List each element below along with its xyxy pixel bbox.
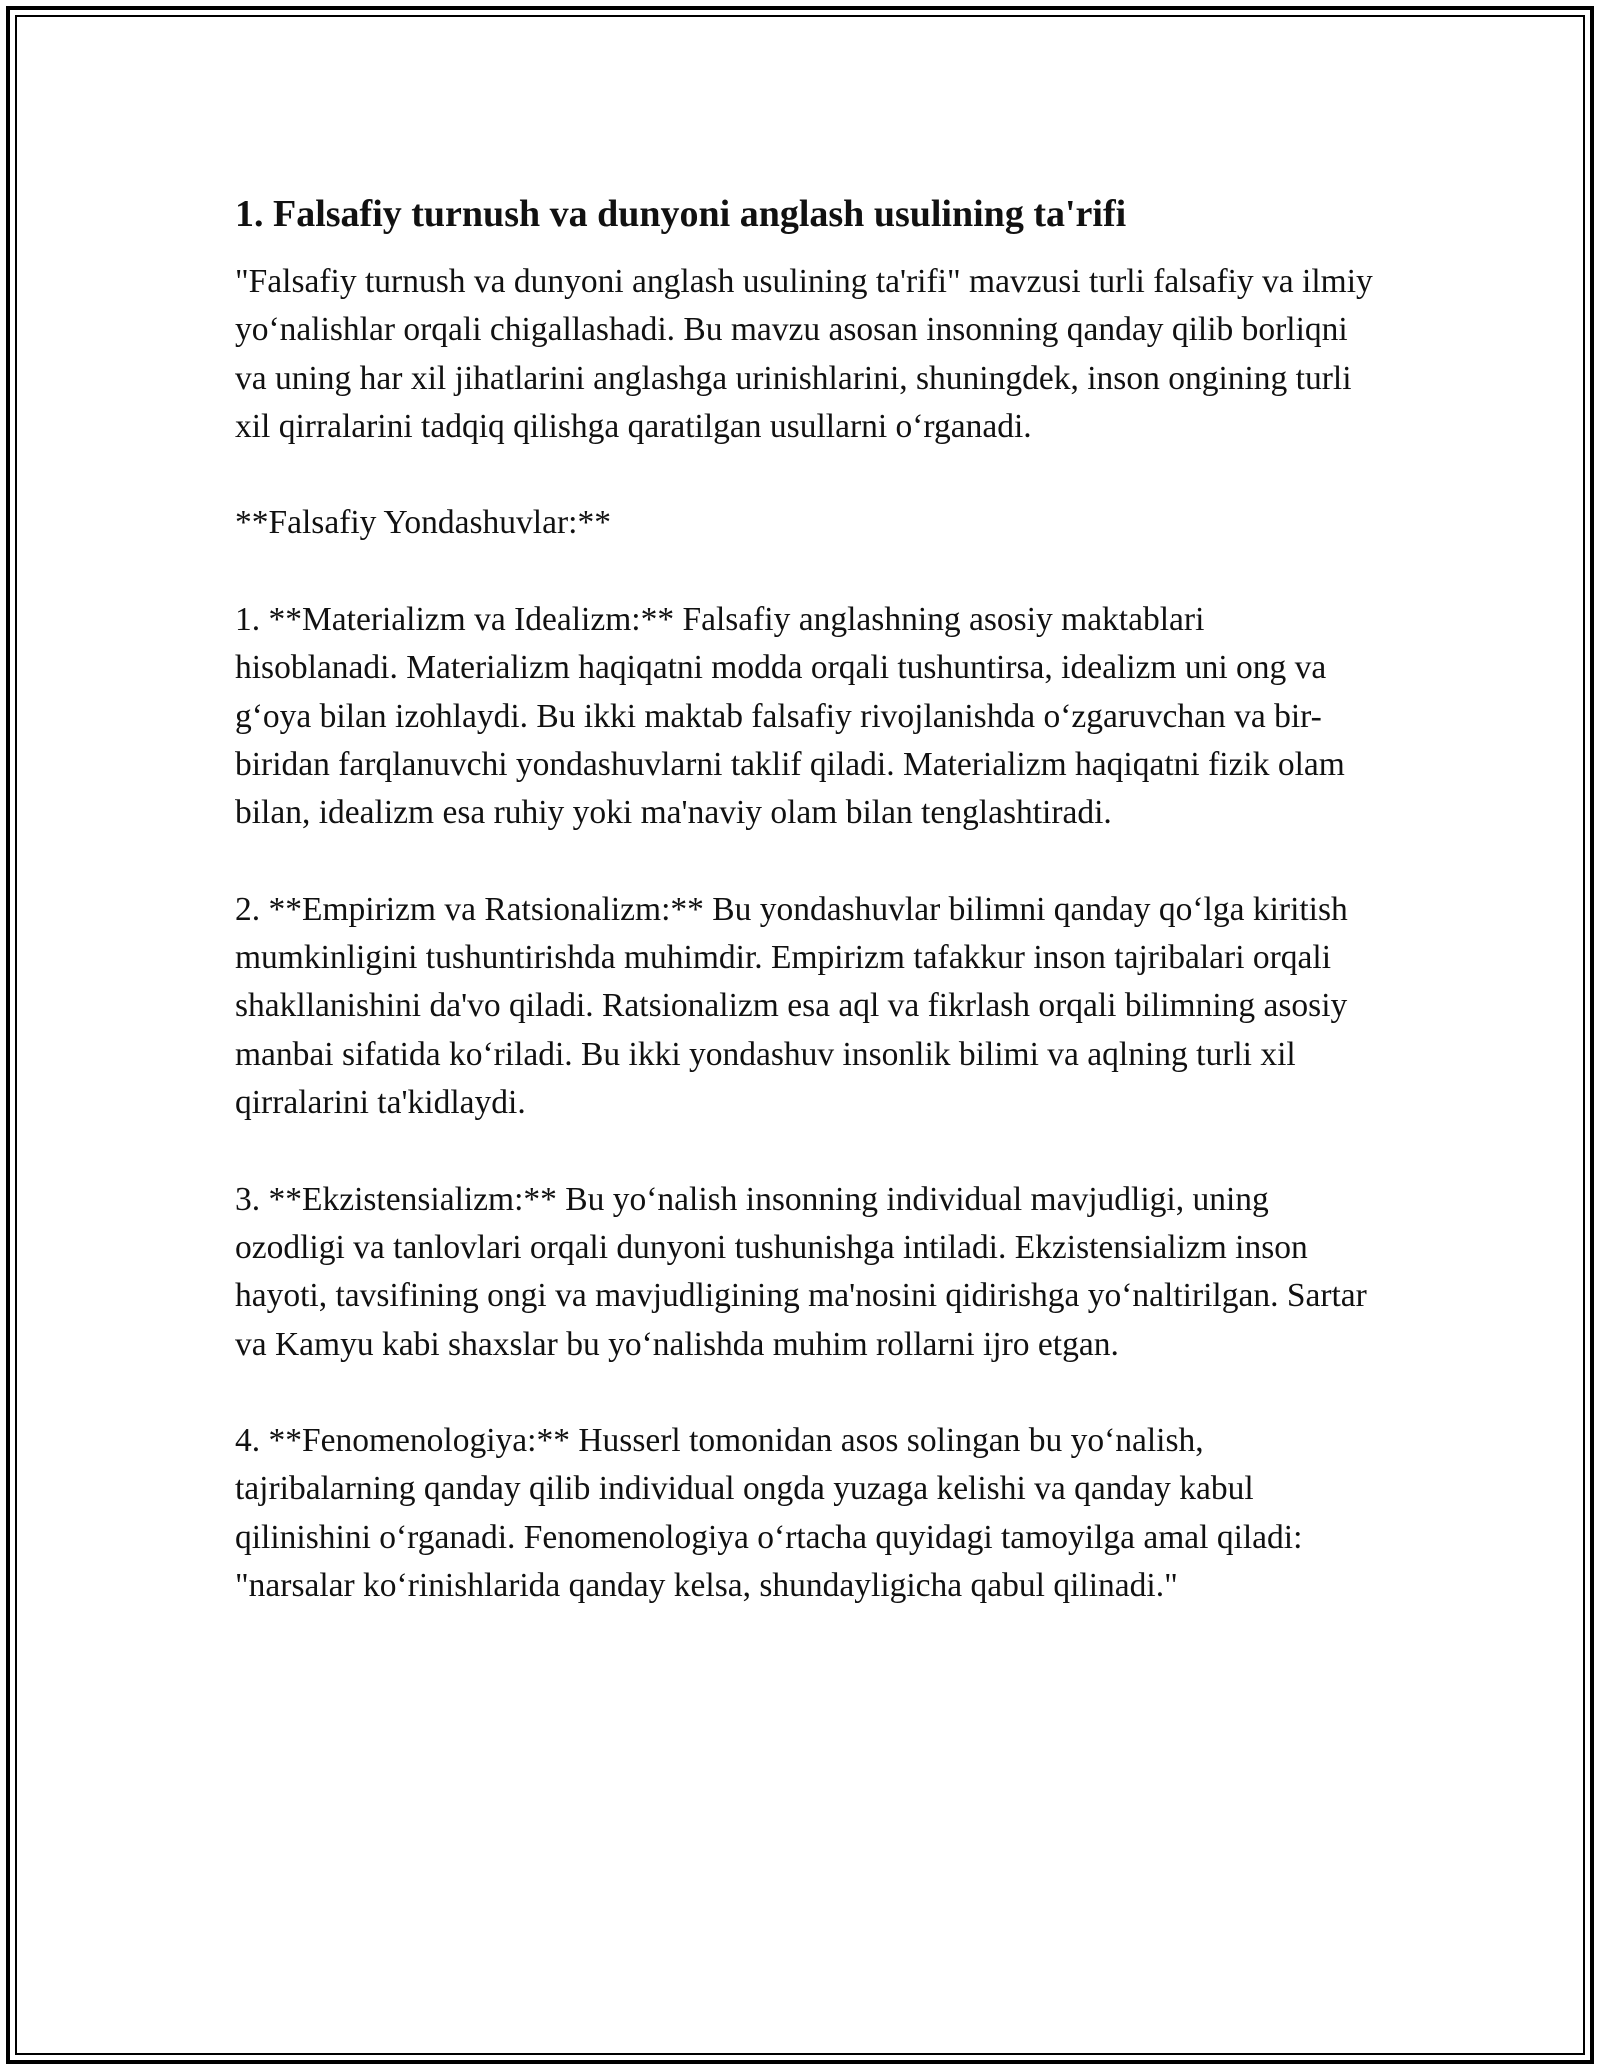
list-item-ekzistensializm: 3. **Ekzistensializm:** Bu yo‘nalish insonning individual mavjudligi, uning ozodligi va tanlovlari orqali dunyoni tushunishga intiladi. Ekzistensializm inson hayoti, tavsifining ongi va mavjudligining ma'nosini qidirishga yo‘naltirilgan. Sartar va Kamyu kabi shaxslar bu yo‘nalishda muhim rollarni ijro etgan. [235, 1180, 1367, 1363]
list-item-empirizm: 2. **Empirizm va Ratsionalizm:** Bu yondashuvlar bilimni qanday qo‘lga kiritish mumkinligini tushuntirishda muhimdir. Empirizm tafakkur inson tajribalari orqali shakllanishini da'vo qiladi. Ratsionalizm esa aql va fikrlash orqali bilimning asosiy manbai sifatida ko‘riladi. Bu ikki yondashuv insonlik bilimi va aqlning turli xil qirralarini ta'kidlaydi. [235, 890, 1348, 1122]
list-item-materializm: 1. **Materializm va Idealizm:** Falsafiy anglashning asosiy maktablari hisoblanadi. Materializm haqiqatni modda orqali tushuntirsa, idealizm uni ong va g‘oya bilan izohlaydi. Bu ikki maktab falsafiy rivojlanishda o‘zgaruvchan va bir-biridan farqlanuvchi yondashuvlarni taklif qiladi. Materializm haqiqatni fizik olam bilan, idealizm esa ruhiy yoki ma'naviy olam bilan tenglashtiradi. [235, 601, 1345, 832]
document-body [235, 188, 1375, 1610]
subheading-paragraph: **Falsafiy Yondashuvlar:** [235, 504, 611, 542]
section-heading: 1. Falsafiy turnush va dunyoni anglash usulining ta'rifi [235, 193, 1127, 235]
intro-paragraph: "Falsafiy turnush va dunyoni anglash usulining ta'rifi" mavzusi turli falsafiy va ilmiy yo‘nalishlar orqali chigallashadi. Bu mavzu asosan insonning qanday qilib borliqni va uning har xil jihatlarini anglashga urinishlarini, shuningdek, inson ongining turli xil qirralarini tadqiq qilishga qaratilgan usullarni o‘rganadi. [235, 263, 1373, 445]
list-item-fenomenologiya: 4. **Fenomenologiya:** Husserl tomonidan asos solingan bu yo‘nalish, tajribalarning qanday qilib individual ongda yuzaga kelishi va qanday kabul qilinishini o‘rganadi. Fenomenologiya o‘rtacha quyidagi tamoyilga amal qiladi: "narsalar ko‘rinishlarida qanday kelsa, shundayligicha qabul qilinadi." [235, 1422, 1303, 1605]
